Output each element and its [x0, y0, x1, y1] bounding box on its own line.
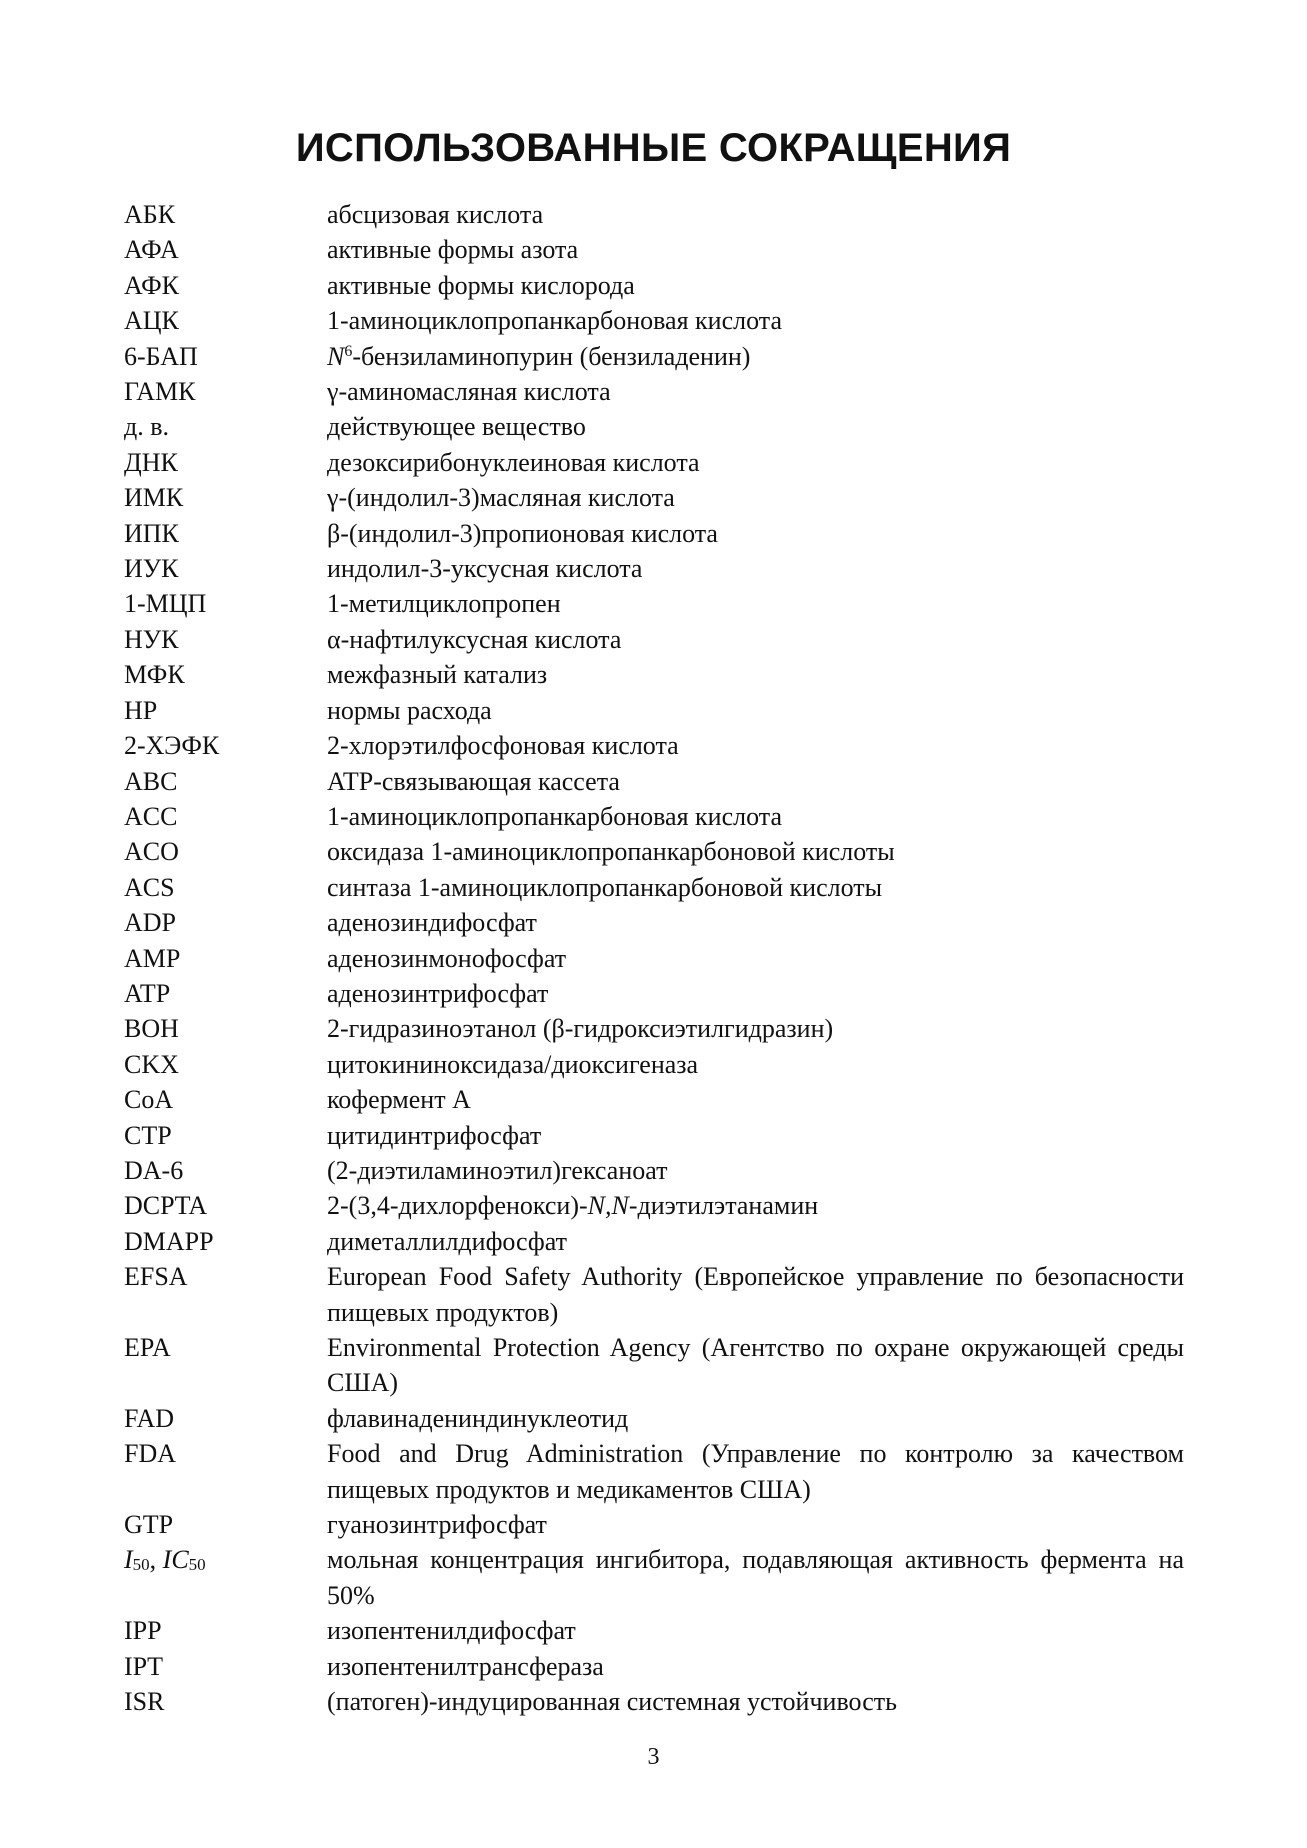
- definition-text-tail: -диэтилэтанамин: [628, 1191, 819, 1221]
- abbreviation-definition: индолил-3-уксусная кислота: [327, 554, 643, 584]
- abbreviation-term: IPT: [124, 1651, 163, 1681]
- abbreviation-row: [124, 657, 1184, 692]
- abbreviation-term: AMP: [124, 943, 181, 973]
- abbreviation-term: EFSA: [124, 1262, 188, 1292]
- abbreviation-row: [124, 834, 1184, 869]
- abbreviation-term: АФА: [124, 235, 179, 265]
- abbreviation-definition: [327, 339, 1184, 374]
- abbreviation-definition: γ-аминомасляная кислота: [327, 377, 611, 407]
- abbreviation-row: [124, 480, 1184, 515]
- abbreviation-term: 6-БАП: [124, 341, 198, 371]
- abbreviation-row: [124, 1507, 1184, 1542]
- abbreviation-definition: действующее вещество: [327, 412, 586, 442]
- abbreviation-row: [124, 728, 1184, 763]
- abbreviation-row: [124, 374, 1184, 409]
- definition-text: 2-(3,4-дихлорфенокси)-: [327, 1191, 588, 1221]
- abbreviation-term: ACO: [124, 837, 179, 867]
- abbreviation-definition: цитокининоксидаза/диоксигеназа: [327, 1049, 699, 1079]
- abbreviation-row: [124, 197, 1184, 232]
- abbreviation-row: [124, 586, 1184, 621]
- abbreviation-row: [124, 941, 1184, 976]
- abbreviation-term: GTP: [124, 1510, 174, 1540]
- abbreviation-term: ИУК: [124, 554, 179, 584]
- abbreviation-term: НУК: [124, 624, 179, 654]
- abbreviation-term: ATP: [124, 978, 171, 1008]
- abbreviation-definition: ATP-связывающая кассета: [327, 766, 620, 796]
- abbreviation-definition: 1-аминоциклопропанкарбоновая кислота: [327, 306, 782, 336]
- abbreviation-definition: оксидаза 1-аминоциклопропанкарбоновой кислоты: [327, 837, 895, 867]
- abbreviation-term: ACS: [124, 872, 175, 902]
- abbreviation-row: [124, 339, 1184, 374]
- abbreviation-row: [124, 1436, 1184, 1507]
- abbreviation-term: CTP: [124, 1120, 172, 1150]
- abbreviation-definition: гуанозинтрифосфат: [327, 1510, 547, 1540]
- abbreviation-definition: дезоксирибонуклеиновая кислота: [327, 447, 700, 477]
- abbreviation-definition: мольная концентрация ингибитора, подавляющая активность фермента на 50%: [327, 1545, 1184, 1610]
- definition-text: -бензиламинопурин (бензиладенин): [352, 341, 751, 371]
- abbreviation-term: НР: [124, 695, 158, 725]
- page-number: 3: [647, 1744, 660, 1770]
- abbreviation-term: ISR: [124, 1687, 165, 1717]
- italic-symbol: IC: [162, 1545, 189, 1575]
- abbreviation-row: [124, 445, 1184, 480]
- abbreviation-term: д. в.: [124, 412, 170, 442]
- subscript: 50: [188, 1555, 206, 1575]
- italic-symbol: N,N: [587, 1191, 629, 1221]
- abbreviation-definition: диметаллилдифосфат: [327, 1226, 567, 1256]
- abbreviation-row: [124, 551, 1184, 586]
- abbreviation-row: [124, 1649, 1184, 1684]
- abbreviation-definition: активные формы кислорода: [327, 270, 635, 300]
- abbreviation-term: ACC: [124, 801, 178, 831]
- abbreviation-row: [124, 1259, 1184, 1330]
- abbreviation-definition: 1-аминоциклопропанкарбоновая кислота: [327, 801, 782, 831]
- abbreviation-row: [124, 1613, 1184, 1648]
- abbreviation-definition: нормы расхода: [327, 695, 492, 725]
- abbreviation-row: [124, 1542, 1184, 1613]
- abbreviation-row: [124, 870, 1184, 905]
- page-title: ИСПОЛЬЗОВАННЫЕ СОКРАЩЕНИЯ: [295, 126, 1012, 170]
- abbreviation-definition: European Food Safety Authority (Европейское управление по безопасности пищевых продуктов): [327, 1262, 1184, 1327]
- abbreviation-row: [124, 1684, 1184, 1719]
- abbreviation-term: 1-МЦП: [124, 589, 207, 619]
- abbreviation-definition: аденозинтрифосфат: [327, 978, 549, 1008]
- abbreviation-definition: активные формы азота: [327, 235, 579, 265]
- abbreviation-row: [124, 1224, 1184, 1259]
- abbreviation-term: 2-ХЭФК: [124, 731, 220, 761]
- abbreviation-term: ДНК: [124, 447, 178, 477]
- abbreviation-term: АЦК: [124, 306, 179, 336]
- abbreviation-definition: Food and Drug Administration (Управление по контролю за качеством пищевых продуктов и медикаментов США): [327, 1439, 1184, 1504]
- abbreviation-row: [124, 976, 1184, 1011]
- abbreviation-definition: (патоген)-индуцированная системная устойчивость: [327, 1687, 897, 1717]
- abbreviation-term: IPP: [124, 1616, 162, 1646]
- abbreviation-row: [124, 1401, 1184, 1436]
- abbreviation-definition: аденозинмонофосфат: [327, 943, 567, 973]
- abbreviation-definition: Environmental Protection Agency (Агентство по охране окружающей среды США): [327, 1333, 1184, 1398]
- abbreviation-definition: (2-диэтиламиноэтил)гексаноат: [327, 1155, 668, 1185]
- abbreviation-term: DMAPP: [124, 1226, 214, 1256]
- abbreviation-term: ИМК: [124, 483, 184, 513]
- abbreviation-row: [124, 1188, 1184, 1223]
- abbreviation-definition: 1-метилциклопропен: [327, 589, 561, 619]
- abbreviation-row: [124, 1011, 1184, 1046]
- abbreviation-row: [124, 622, 1184, 657]
- abbreviation-definition: 2-хлорэтилфосфоновая кислота: [327, 731, 679, 761]
- abbreviation-row: [124, 764, 1184, 799]
- abbreviation-definition: межфазный катализ: [327, 660, 548, 690]
- abbreviation-list: [124, 197, 1184, 1719]
- abbreviation-row: [124, 516, 1184, 551]
- abbreviation-definition: α-нафтилуксусная кислота: [327, 624, 622, 654]
- abbreviation-term: DA-6: [124, 1155, 184, 1185]
- abbreviation-definition: изопентенилтрансфераза: [327, 1651, 604, 1681]
- separator: ,: [149, 1545, 163, 1575]
- subscript: 50: [132, 1555, 150, 1575]
- abbreviation-term: МФК: [124, 660, 185, 690]
- abbreviation-definition: 2-гидразиноэтанол (β-гидроксиэтилгидразин): [327, 1014, 834, 1044]
- abbreviation-term: АФК: [124, 270, 180, 300]
- abbreviation-definition: кофермент А: [327, 1085, 471, 1115]
- abbreviation-definition: флавинадениндинуклеотид: [327, 1403, 629, 1433]
- abbreviation-row: [124, 1118, 1184, 1153]
- abbreviation-term: CKX: [124, 1049, 179, 1079]
- abbreviation-row: [124, 1330, 1184, 1401]
- abbreviation-term: EPA: [124, 1333, 171, 1362]
- abbreviation-row: [124, 303, 1184, 338]
- italic-symbol: N: [327, 341, 345, 371]
- abbreviation-term: CoA: [124, 1085, 174, 1115]
- abbreviation-term: BOH: [124, 1014, 179, 1044]
- abbreviation-row: [124, 1047, 1184, 1082]
- abbreviation-row: [124, 409, 1184, 444]
- abbreviation-term: АБК: [124, 200, 176, 229]
- abbreviation-term: [124, 1542, 327, 1582]
- abbreviation-definition: γ-(индолил-3)масляная кислота: [327, 483, 675, 513]
- abbreviation-row: [124, 268, 1184, 303]
- abbreviation-definition: абсцизовая кислота: [327, 200, 544, 229]
- abbreviation-definition: аденозиндифосфат: [327, 908, 537, 938]
- abbreviation-term: ABC: [124, 766, 178, 796]
- abbreviation-definition: синтаза 1-аминоциклопропанкарбоновой кислоты: [327, 872, 883, 902]
- abbreviation-term: ИПК: [124, 518, 179, 548]
- abbreviation-row: [124, 693, 1184, 728]
- abbreviation-term: ГАМК: [124, 377, 196, 407]
- abbreviation-row: [124, 799, 1184, 834]
- abbreviation-term: FAD: [124, 1403, 175, 1433]
- abbreviation-row: [124, 232, 1184, 267]
- abbreviation-term: FDA: [124, 1439, 177, 1469]
- abbreviation-definition: [327, 1188, 1184, 1223]
- abbreviation-definition: β-(индолил-3)пропионовая кислота: [327, 518, 718, 548]
- abbreviation-row: [124, 905, 1184, 940]
- abbreviation-row: [124, 1082, 1184, 1117]
- abbreviation-row: [124, 1153, 1184, 1188]
- superscript: 6: [344, 342, 353, 360]
- italic-symbol: I: [124, 1545, 133, 1575]
- abbreviation-term: DCPTA: [124, 1191, 208, 1221]
- abbreviation-definition: изопентенилдифосфат: [327, 1616, 576, 1646]
- abbreviation-definition: цитидинтрифосфат: [327, 1120, 542, 1150]
- abbreviation-term: ADP: [124, 908, 177, 938]
